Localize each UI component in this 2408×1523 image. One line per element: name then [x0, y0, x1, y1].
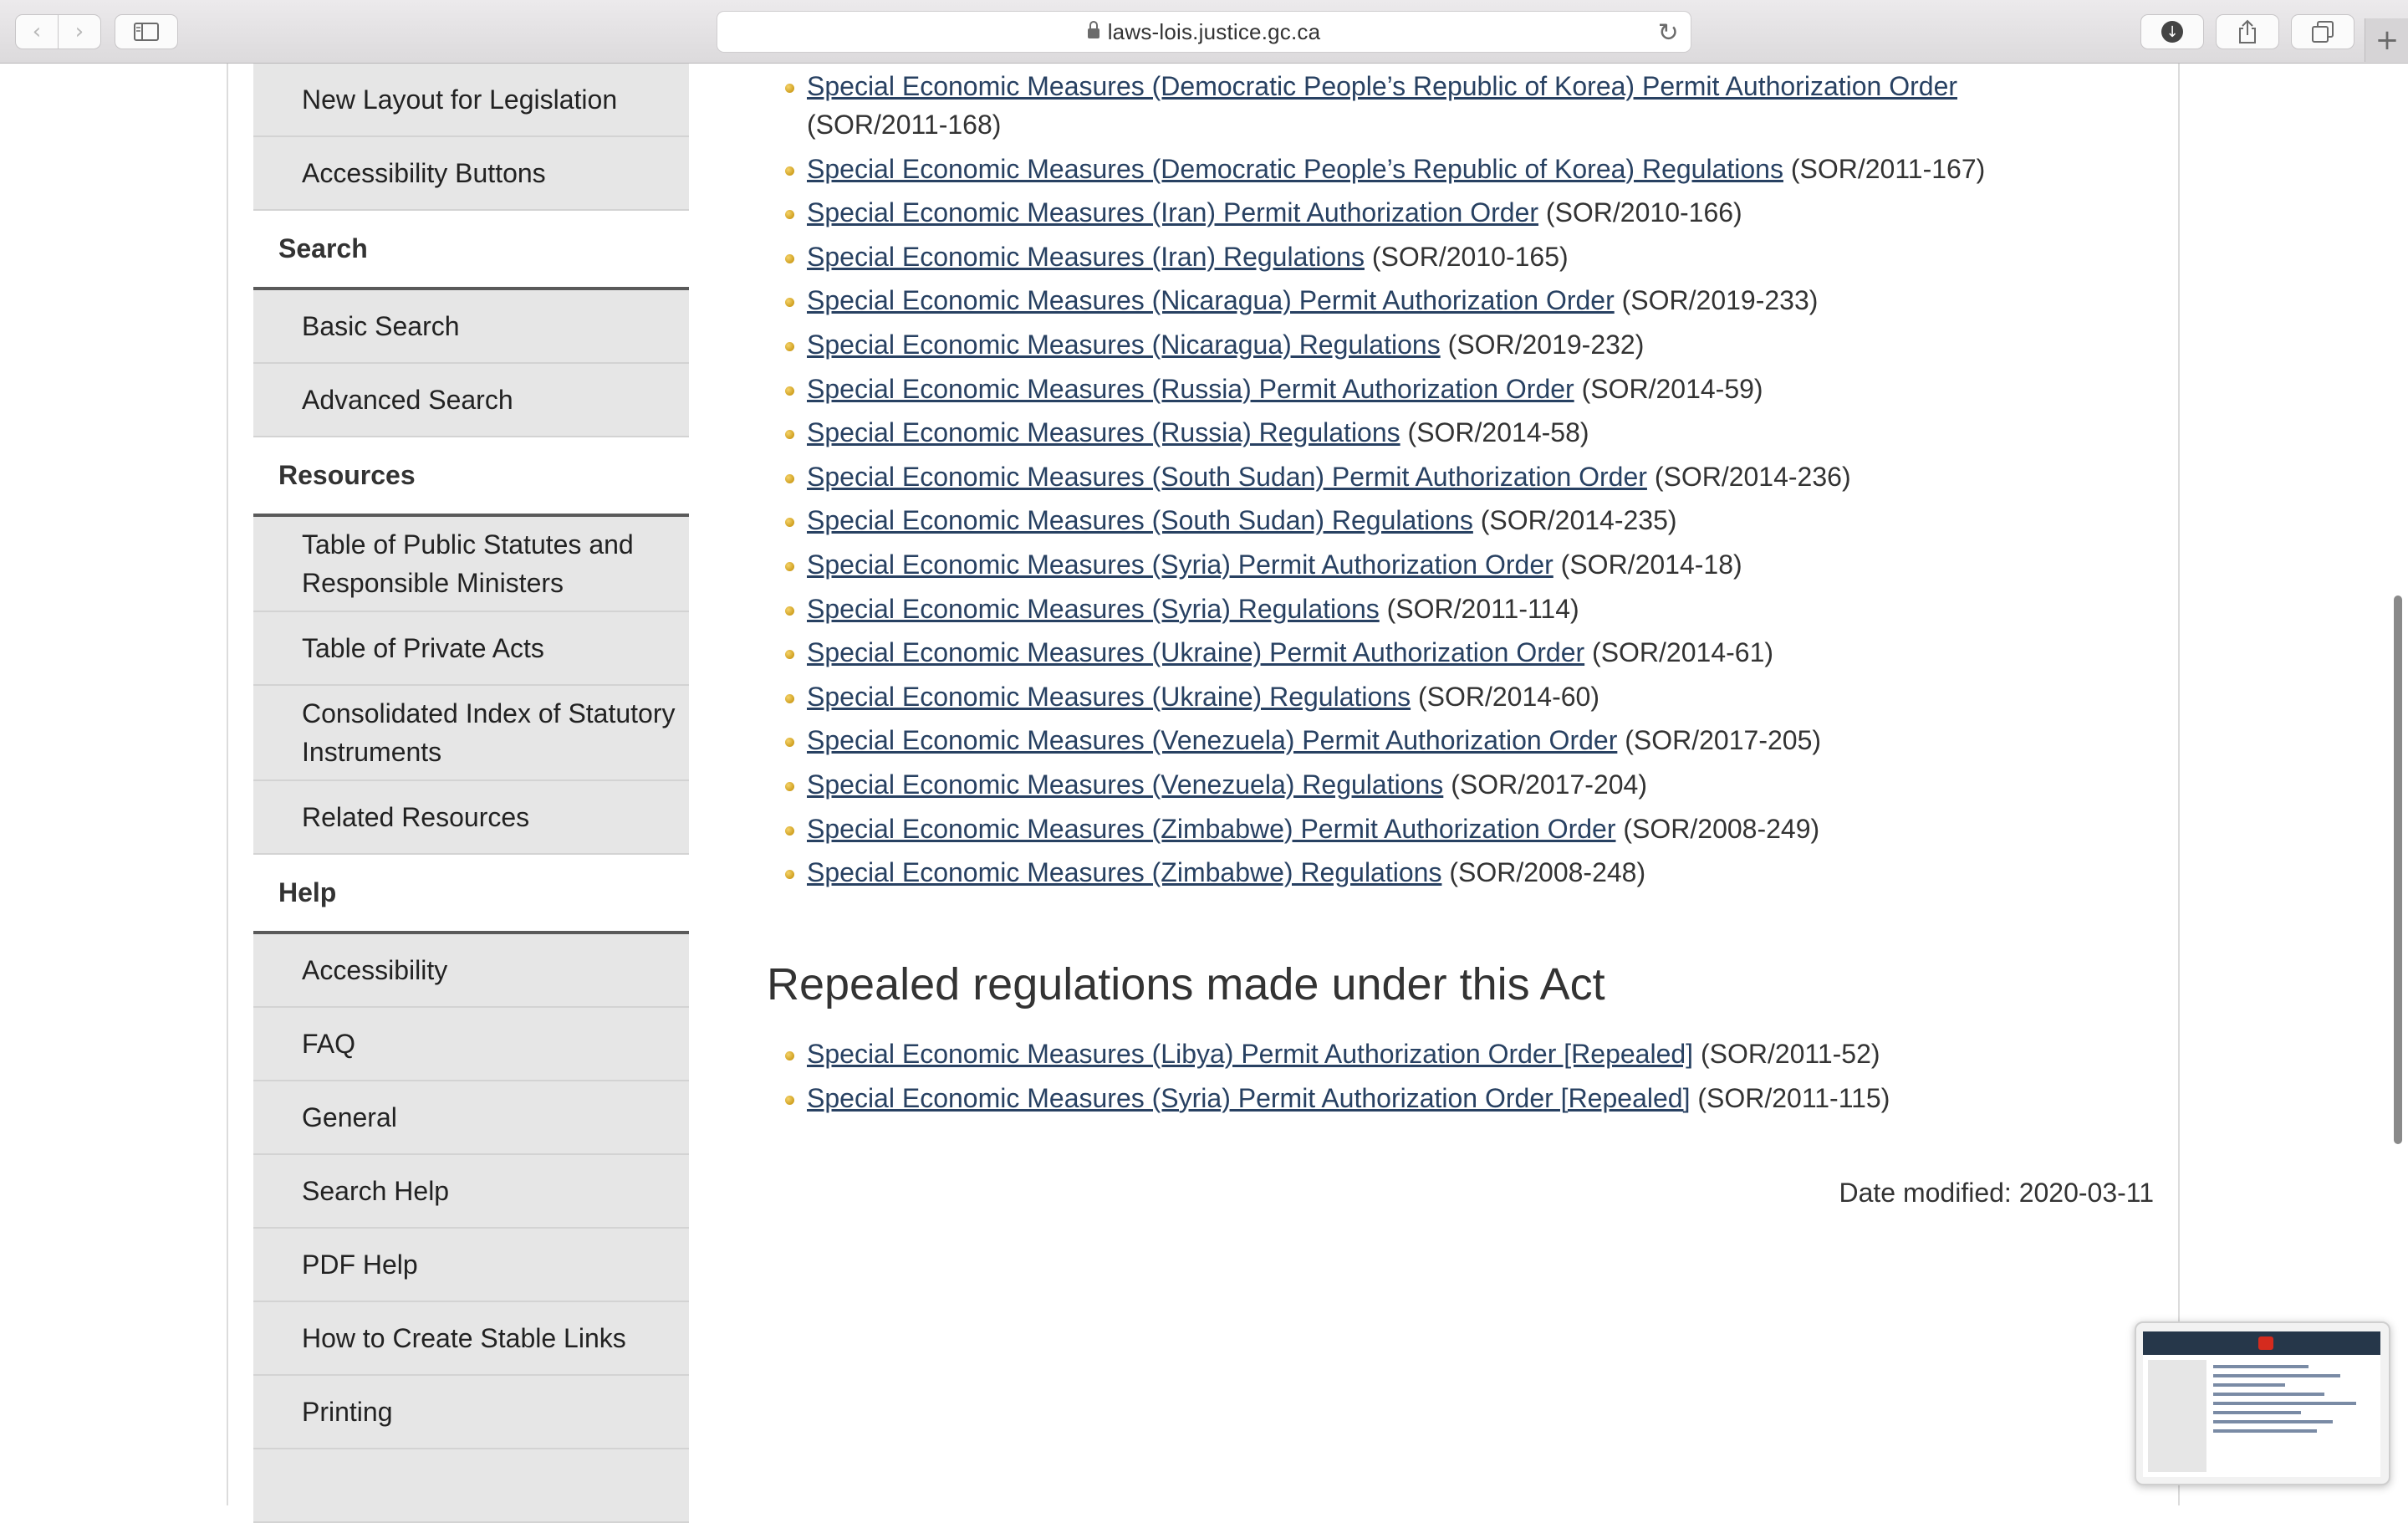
lock-icon — [1088, 28, 1099, 38]
regulation-reference: (SOR/2017-204) — [1451, 769, 1647, 800]
regulation-link[interactable]: Special Economic Measures (South Sudan) Permit Authorization Order — [807, 461, 1647, 492]
regulation-item — [767, 853, 2155, 892]
regulation-item — [767, 150, 2155, 188]
nav-item-advanced-search[interactable]: Advanced Search — [253, 364, 689, 437]
regulation-item — [767, 810, 2155, 848]
maple-leaf-icon — [2258, 1336, 2273, 1350]
thumbnail-text-lines — [2213, 1365, 2372, 1439]
regulation-link[interactable]: Special Economic Measures (Democratic People’s Republic of Korea) Regulations — [807, 153, 1783, 184]
nav-item-basic-search[interactable]: Basic Search — [253, 290, 689, 364]
regulation-reference: (SOR/2014-18) — [1560, 549, 1742, 580]
regulation-item — [767, 590, 2155, 628]
repealed-regulation-item — [767, 1079, 2155, 1117]
nav-item-accessibility-buttons[interactable]: Accessibility Buttons — [253, 137, 689, 211]
share-icon — [2237, 19, 2258, 44]
thumbnail-sidebar — [2148, 1360, 2206, 1472]
reload-icon[interactable]: ↻ — [1657, 18, 1679, 48]
thumbnail-page — [2143, 1331, 2380, 1477]
share-button[interactable] — [2216, 14, 2279, 49]
date-modified-label: Date modified: — [1839, 1178, 2012, 1208]
sidebar-toggle-button[interactable] — [115, 14, 178, 49]
forward-button[interactable] — [58, 14, 101, 49]
regulation-reference: (SOR/2014-59) — [1581, 373, 1763, 404]
nav-item-related-resources[interactable]: Related Resources — [253, 781, 689, 855]
regulation-reference: (SOR/2011-167) — [1790, 153, 1986, 184]
repealed-regulation-link[interactable]: Special Economic Measures (Syria) Permit Authorization Order [Repealed] — [807, 1082, 1691, 1113]
regulation-reference: (SOR/2011-168) — [807, 110, 1002, 140]
regulation-reference: (SOR/2014-61) — [1592, 637, 1774, 668]
regulation-link[interactable]: Special Economic Measures (Venezuela) Permit Authorization Order — [807, 725, 1618, 756]
regulation-link[interactable]: Special Economic Measures (Iran) Permit Authorization Order — [807, 197, 1539, 228]
regulation-reference: (SOR/2010-165) — [1371, 241, 1569, 272]
nav-heading-search: Search — [253, 211, 689, 290]
regulation-item — [767, 721, 2155, 759]
regulation-link[interactable]: Special Economic Measures (Venezuela) Regulations — [807, 769, 1444, 800]
browser-toolbar — [0, 0, 2408, 64]
regulation-reference: (SOR/2014-58) — [1407, 417, 1589, 448]
repealed-regulations-list — [767, 1035, 2155, 1122]
repealed-heading: Repealed regulations made under this Act — [767, 959, 1605, 1009]
regulation-item — [767, 193, 2155, 232]
regulation-item — [767, 370, 2155, 408]
regulation-reference: (SOR/2019-233) — [1621, 285, 1819, 316]
regulation-link[interactable]: Special Economic Measures (Syria) Permit Authorization Order — [807, 549, 1553, 580]
regulation-item — [767, 633, 2155, 672]
regulation-reference: (SOR/2014-60) — [1417, 681, 1599, 712]
regulation-reference: (SOR/2017-205) — [1625, 725, 1822, 756]
back-button[interactable] — [15, 14, 59, 49]
sidebar-icon — [134, 23, 159, 41]
regulation-item — [767, 501, 2155, 539]
nav-item-partial[interactable] — [253, 1449, 689, 1523]
regulation-link[interactable]: Special Economic Measures (Syria) Regulations — [807, 593, 1380, 624]
regulation-reference: (SOR/2019-232) — [1447, 329, 1645, 360]
nav-heading-resources: Resources — [253, 437, 689, 517]
address-bar[interactable] — [717, 11, 1691, 53]
regulation-reference: (SOR/2008-248) — [1449, 857, 1646, 888]
regulation-item — [767, 238, 2155, 276]
repealed-regulation-link[interactable]: Special Economic Measures (Libya) Permit Authorization Order [Repealed] — [807, 1039, 1694, 1069]
repealed-regulation-reference: (SOR/2011-52) — [1700, 1039, 1880, 1069]
nav-item-accessibility[interactable]: Accessibility — [253, 934, 689, 1008]
date-modified — [1839, 1178, 2154, 1209]
regulation-item — [767, 765, 2155, 804]
repealed-regulation-item — [767, 1035, 2155, 1073]
new-tab-button[interactable] — [2365, 18, 2408, 62]
regulation-link[interactable]: Special Economic Measures (Iran) Regulations — [807, 241, 1365, 272]
chevron-left-icon: ‹ — [32, 19, 42, 44]
nav-item-stable-links[interactable]: How to Create Stable Links — [253, 1302, 689, 1376]
page-thumbnail-preview[interactable] — [2135, 1321, 2390, 1485]
regulation-reference: (SOR/2014-235) — [1480, 505, 1677, 536]
regulation-item — [767, 413, 2155, 452]
regulation-reference: (SOR/2014-236) — [1654, 461, 1851, 492]
nav-item-general[interactable]: General — [253, 1081, 689, 1155]
nav-item-consolidated-index[interactable]: Consolidated Index of Statutory Instruments — [253, 686, 689, 781]
regulations-list — [767, 67, 2155, 892]
nav-item-private-acts[interactable]: Table of Private Acts — [253, 612, 689, 686]
regulation-link[interactable]: Special Economic Measures (Russia) Regulations — [807, 417, 1400, 448]
nav-item-pdf-help[interactable]: PDF Help — [253, 1229, 689, 1302]
regulation-link[interactable]: Special Economic Measures (Zimbabwe) Regulations — [807, 857, 1442, 888]
regulation-link[interactable]: Special Economic Measures (Russia) Permit Authorization Order — [807, 373, 1574, 404]
vertical-scrollbar[interactable] — [2394, 595, 2402, 1144]
regulation-item — [767, 281, 2155, 319]
url-text: laws-lois.justice.gc.ca — [1107, 18, 1321, 44]
download-icon: ↓ — [2161, 21, 2183, 43]
regulation-reference: (SOR/2011-114) — [1386, 593, 1579, 624]
regulation-item — [767, 67, 1977, 144]
regulation-link[interactable]: Special Economic Measures (Ukraine) Permit Authorization Order — [807, 637, 1585, 668]
nav-heading-help: Help — [253, 855, 689, 934]
nav-item-public-statutes[interactable]: Table of Public Statutes and Responsible Ministers — [253, 517, 689, 612]
regulation-link[interactable]: Special Economic Measures (Nicaragua) Permit Authorization Order — [807, 285, 1615, 316]
regulation-link[interactable]: Special Economic Measures (South Sudan) Regulations — [807, 505, 1473, 536]
regulation-link[interactable]: Special Economic Measures (Democratic People’s Republic of Korea) Permit Authorization Order — [807, 71, 1958, 101]
nav-item-faq[interactable]: FAQ — [253, 1008, 689, 1081]
main-content — [767, 64, 2155, 897]
regulation-reference: (SOR/2010-166) — [1545, 197, 1742, 228]
nav-item-new-layout[interactable]: New Layout for Legislation — [253, 64, 689, 137]
regulation-reference: (SOR/2008-249) — [1623, 813, 1820, 844]
plus-icon: + — [2375, 23, 2400, 57]
regulation-link[interactable]: Special Economic Measures (Zimbabwe) Permit Authorization Order — [807, 813, 1616, 844]
nav-item-printing[interactable]: Printing — [253, 1376, 689, 1449]
tab-overview-icon — [2312, 21, 2334, 43]
regulation-link[interactable]: Special Economic Measures (Ukraine) Regulations — [807, 681, 1411, 712]
date-modified-value: 2020-03-11 — [2018, 1178, 2154, 1208]
downloads-button[interactable] — [2140, 14, 2204, 49]
regulation-item — [767, 545, 2155, 584]
regulation-item — [767, 677, 2155, 716]
regulation-link[interactable]: Special Economic Measures (Nicaragua) Regulations — [807, 329, 1441, 360]
chevron-right-icon: › — [74, 19, 84, 44]
tab-overview-button[interactable] — [2291, 14, 2354, 49]
nav-item-search-help[interactable]: Search Help — [253, 1155, 689, 1229]
left-navigation — [253, 64, 689, 1523]
repealed-regulation-reference: (SOR/2011-115) — [1697, 1082, 1890, 1113]
regulation-item — [767, 457, 2155, 496]
regulation-item — [767, 325, 2155, 364]
